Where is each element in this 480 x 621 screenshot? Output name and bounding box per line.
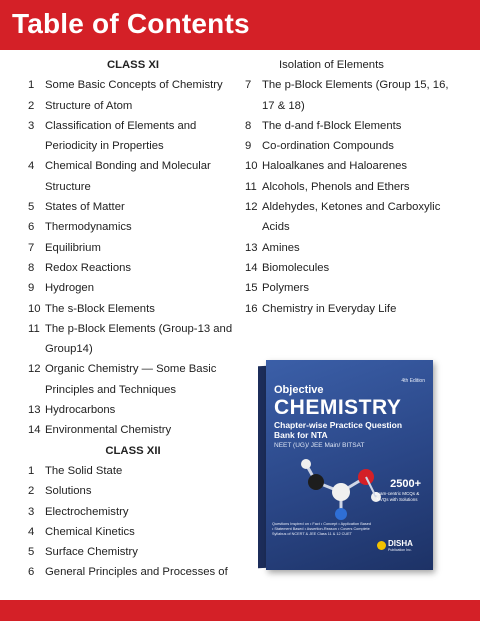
item-number: 9 <box>245 140 252 153</box>
book-title: CHEMISTRY <box>274 396 402 419</box>
item-title: Biomolecules <box>262 261 330 274</box>
list-item <box>28 542 238 562</box>
item-number: 9 <box>28 282 35 295</box>
right-column <box>245 55 470 319</box>
item-title: Organic Chemistry — Some Basic <box>45 363 217 376</box>
list-item-continuation <box>245 55 470 75</box>
item-number <box>245 217 262 237</box>
item-number: 4 <box>28 160 35 173</box>
page-title: Table of Contents <box>12 8 250 39</box>
item-title: Thermodynamics <box>45 221 132 234</box>
item-title: 17 & 18) <box>262 99 305 112</box>
item-number: 4 <box>28 525 35 538</box>
item-title: Periodicity in Properties <box>45 140 164 153</box>
item-number: 3 <box>28 119 35 132</box>
item-number: 12 <box>28 363 41 376</box>
list-item <box>245 238 470 258</box>
list-item <box>28 278 238 298</box>
item-number <box>28 177 45 197</box>
item-number: 1 <box>28 79 35 92</box>
list-item <box>28 299 238 319</box>
item-number: 10 <box>245 160 258 173</box>
item-title: Amines <box>262 241 300 254</box>
item-number: 6 <box>28 221 35 234</box>
list-item <box>28 359 238 379</box>
item-number: 7 <box>28 241 35 254</box>
item-title: Alcohols, Phenols and Ethers <box>262 180 410 193</box>
list-item <box>28 461 238 481</box>
item-title: States of Matter <box>45 201 125 214</box>
item-title: Aldehydes, Ketones and Carboxylic <box>262 201 441 214</box>
list-item <box>245 116 470 136</box>
molecule-illustration <box>296 452 386 522</box>
list-item <box>28 420 238 440</box>
item-title: The d-and f-Block Elements <box>262 119 402 132</box>
item-title: Chemical Bonding and Molecular <box>45 160 211 173</box>
item-number: 7 <box>245 79 252 92</box>
book-publisher: DISHA <box>388 539 413 548</box>
item-title: The s-Block Elements <box>45 302 155 315</box>
list-item <box>245 299 470 319</box>
list-item <box>28 197 238 217</box>
item-title: The p-Block Elements (Group-13 and <box>45 322 233 335</box>
list-item-continued <box>28 339 238 359</box>
item-number <box>28 339 45 359</box>
item-number: 10 <box>28 302 41 315</box>
item-title: Chemical Kinetics <box>45 525 135 538</box>
item-title: Polymers <box>262 282 310 295</box>
item-title: Co-ordination Compounds <box>262 140 394 153</box>
list-item-continued <box>28 177 238 197</box>
item-title: Electrochemistry <box>45 505 129 518</box>
item-number: 12 <box>245 201 258 214</box>
list-item <box>28 562 238 582</box>
header-banner <box>0 0 480 50</box>
item-title: Environmental Chemistry <box>45 424 172 437</box>
item-title: Haloalkanes and Haloarenes <box>262 160 408 173</box>
list-item-continued <box>245 96 470 116</box>
list-item-continued <box>245 217 470 237</box>
list-item-continued <box>28 380 238 400</box>
item-number: 6 <box>28 566 35 579</box>
item-number <box>28 380 45 400</box>
book-edition: 4th Edition <box>401 378 425 384</box>
list-item <box>28 258 238 278</box>
item-number: 15 <box>245 282 258 295</box>
item-title: Structure of Atom <box>45 99 133 112</box>
book-subtitle: Chapter-wise Practice Question Bank for NTA <box>274 420 403 440</box>
item-number: 2 <box>28 485 35 498</box>
item-title: Structure <box>45 180 91 193</box>
item-number: 14 <box>28 424 41 437</box>
list-item <box>28 502 238 522</box>
item-title: Equilibrium <box>45 241 101 254</box>
list-item <box>28 96 238 116</box>
item-title: Hydrogen <box>45 282 94 295</box>
list-item <box>28 522 238 542</box>
book-count-caption: Exam-centric MCQs & NVQs with Solutions <box>374 491 420 502</box>
continuation-text: Isolation of Elements <box>279 59 384 71</box>
class-xii-list <box>28 461 238 583</box>
book-cover <box>266 360 433 570</box>
item-title: Principles and Techniques <box>45 383 177 396</box>
list-item <box>245 177 470 197</box>
item-title: Hydrocarbons <box>45 404 116 417</box>
item-title: Chemistry in Everyday Life <box>262 302 397 315</box>
item-title: Redox Reactions <box>45 261 132 274</box>
item-number <box>28 136 45 156</box>
book-exams: NEET (UG)/ JEE Main/ BITSAT <box>274 442 365 449</box>
item-title: Surface Chemistry <box>45 546 138 559</box>
item-number: 2 <box>28 99 35 112</box>
list-item <box>28 75 238 95</box>
list-item <box>28 481 238 501</box>
item-title: Acids <box>262 221 290 234</box>
list-item <box>28 217 238 237</box>
item-number <box>245 96 262 116</box>
list-item-continued <box>28 136 238 156</box>
item-title: Solutions <box>45 485 92 498</box>
book-blurb: Questions Inspired on • Fact • Concept • Application Based • Statement Based • Assertion-Reason • Covers Complete Syllabus of NCERT & JEE Class 11 & 12 CUET <box>272 522 371 536</box>
list-item <box>245 278 470 298</box>
book-question-count: 2500+ <box>390 478 421 490</box>
list-item <box>28 116 238 136</box>
list-item <box>245 258 470 278</box>
item-number: 11 <box>28 322 40 335</box>
class-xii-heading: CLASS XII <box>105 444 161 457</box>
item-number: 5 <box>28 201 35 214</box>
list-item <box>245 156 470 176</box>
item-title: Group14) <box>45 343 93 356</box>
book-title-prefix: Objective <box>274 384 324 396</box>
book-publisher-sub: Publication Inc. <box>388 548 412 552</box>
item-number: 5 <box>28 546 35 559</box>
class-xii-list-continued <box>245 75 470 319</box>
book-cover-image <box>258 360 433 570</box>
item-number: 8 <box>28 261 35 274</box>
list-item <box>245 197 470 217</box>
item-title: General Principles and Processes of <box>45 566 228 579</box>
item-number: 13 <box>245 241 258 254</box>
class-xi-list <box>28 75 238 440</box>
item-number: 8 <box>245 119 252 132</box>
left-column <box>28 55 238 583</box>
list-item <box>28 400 238 420</box>
item-number: 11 <box>245 180 257 193</box>
item-number: 1 <box>28 464 35 477</box>
item-title: The p-Block Elements (Group 15, 16, <box>262 79 449 92</box>
publisher-logo-icon <box>377 541 386 550</box>
list-item <box>245 136 470 156</box>
class-xi-heading: CLASS XI <box>106 59 160 71</box>
item-number: 16 <box>245 302 258 315</box>
list-item <box>245 75 470 95</box>
footer-banner <box>0 600 480 621</box>
item-number: 3 <box>28 505 35 518</box>
list-item <box>28 319 238 339</box>
list-item <box>28 156 238 176</box>
item-title: Classification of Elements and <box>45 119 197 132</box>
item-number: 13 <box>28 404 41 417</box>
list-item <box>28 238 238 258</box>
item-number: 14 <box>245 261 258 274</box>
item-title: The Solid State <box>45 464 123 477</box>
item-title: Some Basic Concepts of Chemistry <box>45 79 223 92</box>
